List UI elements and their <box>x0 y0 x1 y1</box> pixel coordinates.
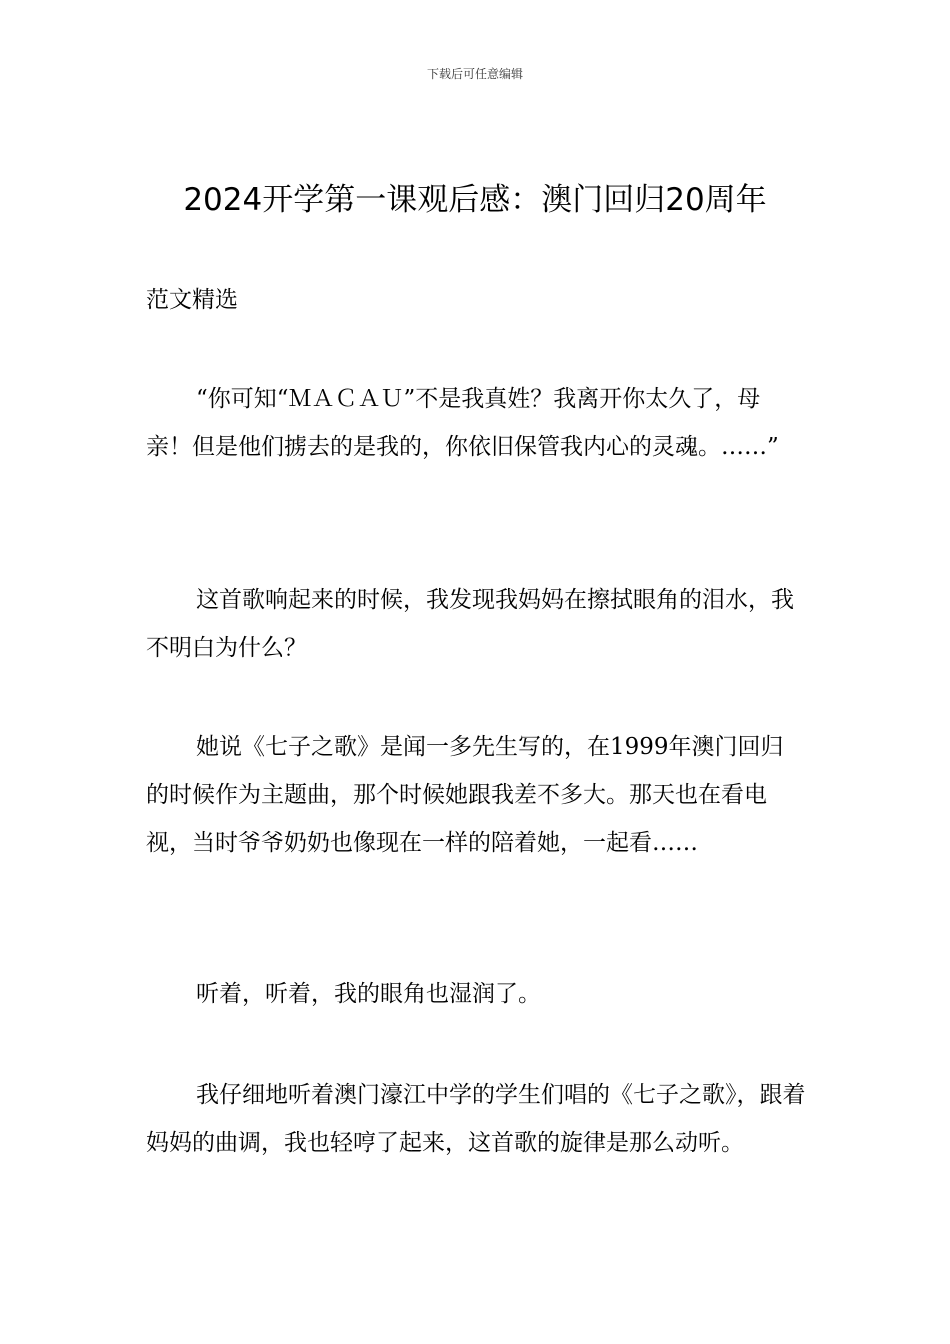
paragraph-5: 我仔细地听着澳门濠江中学的学生们唱的《七子之歌》，跟着妈妈的曲调，我也轻哼了起来，这首歌的旋律是那么动听。 <box>146 1082 806 1156</box>
paragraph-3: 她说《七子之歌》是闻一多先生写的，在1999年澳门回归的时候作为主题曲，那个时候她跟我差不多大。那天也在看电视，当时爷爷奶奶也像现在一样的陪着她，一起看…… <box>146 734 784 856</box>
paragraph-2: 这首歌响起来的时候，我发现我妈妈在擦拭眼角的泪水，我不明白为什么？ <box>146 587 794 661</box>
paragraph-1: “你可知“ＭＡＣＡＵ”不是我真姓？我离开你太久了，母亲！但是他们掳去的是我的，你依旧保管我内心的灵魂。……” <box>146 386 779 460</box>
document-label: 范文精选 <box>146 287 238 313</box>
page-header: 下载后可任意编辑 <box>426 67 523 81</box>
document-title: 2024开学第一课观后感：澳门回归20周年 <box>183 182 767 218</box>
paragraph-4: 听着，听着，我的眼角也湿润了。 <box>196 981 541 1007</box>
